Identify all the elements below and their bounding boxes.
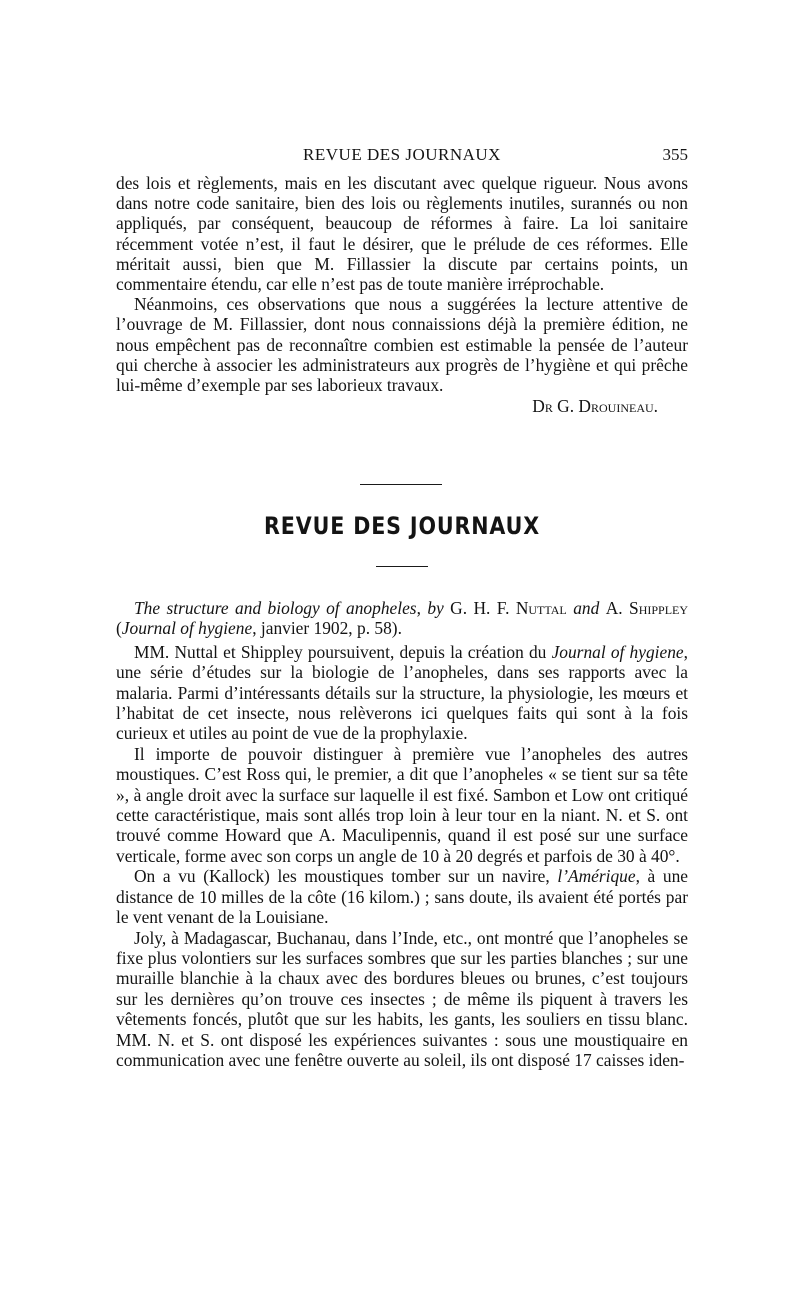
section-divider-top [360,484,442,485]
review-signature: Dr G. Drouineau. [532,396,658,417]
review-paragraph: Néanmoins, ces observations que nous a suggérées la lecture attentive de l’ouvrage de M. Fillassier, dont nous connaissions déjà la première édition, ne nous empêchent pas de reconnaître combien est estimable la pensée de l’auteur qui cherche à associer les administrateurs aux progrès de l’hygiène et qui prêche lui-même d’exemple par ses laborieux travaux. [116,294,688,396]
journal-reference: Journal of hygiene [551,641,684,662]
article-paragraph: Il importe de pouvoir distinguer à première vue l’anopheles des autres moustiques. C’est Ross qui, le premier, a dit que l’anopheles « se tient sur sa tête », à angle droit avec la surface sur laquelle il est fixé. Sambon et Low ont critiqué cette caractéristique, mais sont allés trop loin à leur tour en la niant. N. et S. ont trouvé comme Howard que A. Maculipennis, quand il est posé sur une surface verticale, forme avec son corps un angle de 10 à 20 degrés et parfois de 30 à 40°. [116,743,688,866]
page-number: 355 [662,145,688,164]
paragraph-text: , à une distance de 10 milles de la côte (16 kilom.) ; sans doute, ils avaient été portés par le vent venant de la Louisiane. [116,866,688,928]
page-header [116,145,688,169]
citation-by: by [427,598,444,618]
citation-details: , janvier 1902, p. 58). [252,618,402,639]
review-paragraph: des lois et règlements, mais en les discutant avec quelque rigueur. Nous avons dans notre code sanitaire, bien des lois ou règlements inutiles, surannés ou non appliqués, par conséquent, beaucoup de réformes à faire. La loi sanitaire récemment votée n’est, il faut le désirer, que le prélude de ces réformes. Elle méritait aussi, bien que M. Fillassier la discute par certains points, un commentaire étendu, car elle n’est pas de toute manière irréprochable. [116,173,688,295]
paragraph-text: On a vu (Kallock) les moustiques tomber sur un navire, [134,866,558,887]
citation-open-paren: ( [116,618,122,639]
paragraph-text: MM. Nuttal et Shippley poursuivent, depuis la création du [134,641,552,662]
article-paragraph [116,866,688,927]
citation-and: and [573,598,600,618]
article-title: The structure and biology of anopheles [134,598,417,618]
ship-name: l’Amérique [557,866,636,887]
citation-journal: Journal of hygiene [121,618,253,639]
citation-author: G. H. F. Nuttal [450,598,567,618]
paragraph-text: , une série d’études sur la biologie de l’anopheles, dans ses rapports avec la malaria. Parmi d’intéressants détails sur la structure, la physiologie, les mœurs et l’habitat de cet insecte, nous relèverons ici quelques faits qui sont à la fois curieux et utiles au point de vue de la prophylaxie. [116,641,688,744]
section-divider-bottom [376,566,428,567]
article-citation: The structure and biology of anopheles, by G. H. F. Nuttal and A. Shippley (Journal of hygiene, janvier 1902, p. 58). [116,598,689,639]
citation-author: A. Shippley [605,598,689,618]
article-anopheles [116,598,688,1070]
running-title: REVUE DES JOURNAUX [303,145,501,164]
section-title: REVUE DES JOURNAUX [264,512,540,540]
article-paragraph: Joly, à Madagascar, Buchanau, dans l’Inde, etc., ont montré que l’anopheles se fixe plus volontiers sur les surfaces sombres que sur les parties blanches ; sur une muraille blanchie à la chaux avec des bordures bleues ou brunes, c’est toujours sur les dernières qu’on trouve ces insectes ; de même ils piquent à travers les vêtements foncés, plutôt que sur les habits, les gants, les souliers en tissu blanc. MM. N. et S. ont disposé les expériences suivantes : sous une moustiquaire en communication avec une fenêtre ouverte au soleil, ils ont disposé 17 caisses iden- [116,927,688,1070]
previous-review-end [116,173,688,416]
article-paragraph [116,642,688,744]
